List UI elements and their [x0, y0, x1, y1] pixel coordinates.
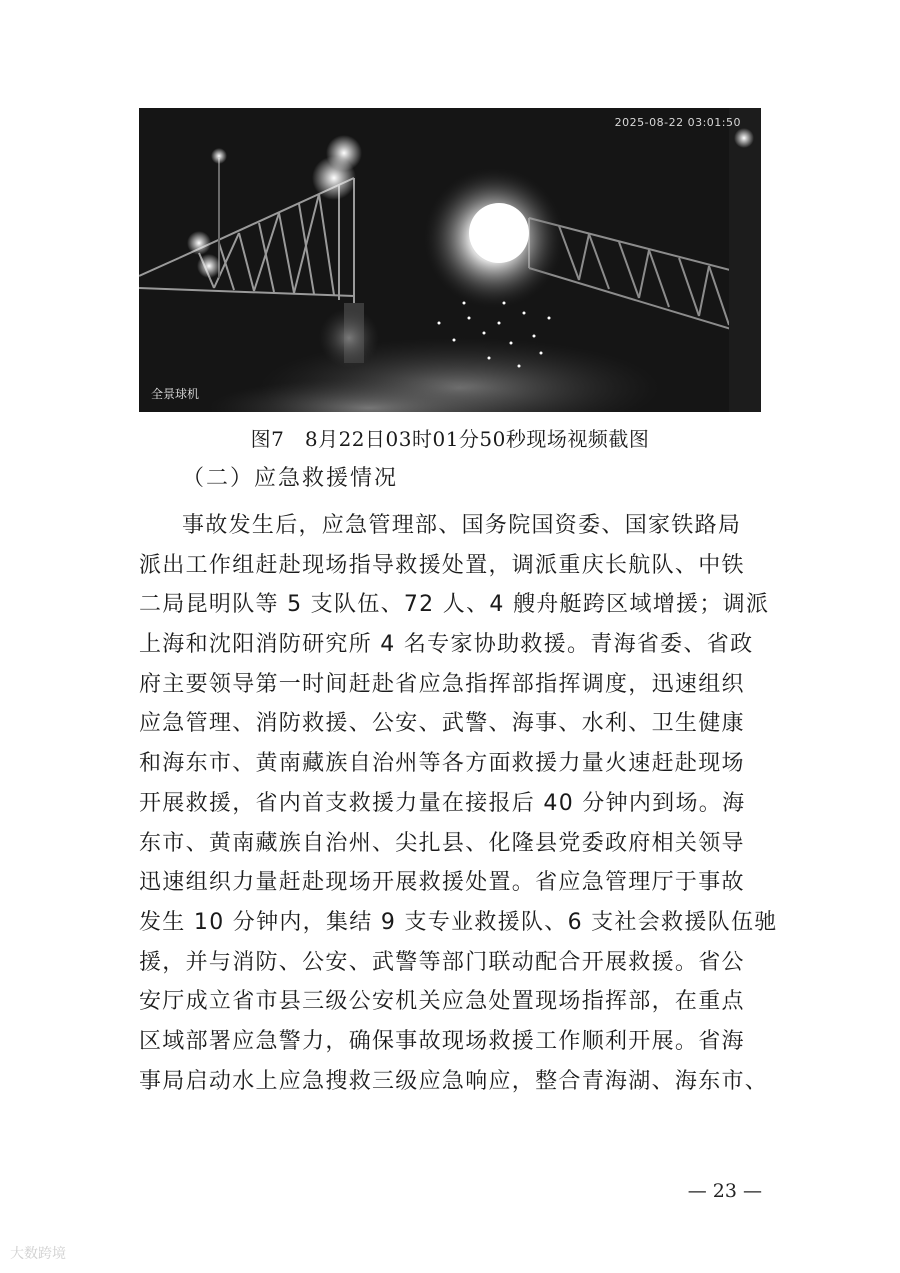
paragraph-line: 区域部署应急警力，确保事故现场救援工作顺利开展。省海 — [139, 1028, 745, 1054]
bridge-collapse-scene — [139, 108, 761, 412]
paragraph-line: 发生 10 分钟内，集结 9 支专业救援队、6 支社会救援队伍驰 — [139, 909, 778, 935]
camera-label: 全景球机 — [151, 387, 200, 401]
paragraph-line: 和海东市、黄南藏族自治州等各方面救援力量火速赶赴现场 — [139, 751, 745, 777]
watermark: 大数跨境 — [10, 1246, 66, 1262]
paragraph-line: 派出工作组赶赴现场指导救援处置，调派重庆长航队、中铁 — [139, 552, 745, 578]
paragraph-line: 应急管理、消防救援、公安、武警、海事、水利、卫生健康 — [139, 711, 745, 737]
page-number: — 23 — — [687, 1180, 762, 1202]
paragraph-line: 事故发生后，应急管理部、国务院国资委、国家铁路局 — [182, 513, 742, 538]
section-heading: （二）应急救援情况 — [182, 466, 399, 491]
paragraph-line: 事局启动水上应急搜救三级应急响应，整合青海湖、海东市、 — [139, 1068, 769, 1094]
video-timestamp: 2025-08-22 03:01:50 — [614, 116, 741, 129]
paragraph-line: 安厅成立省市县三级公安机关应急处置现场指挥部，在重点 — [139, 989, 745, 1015]
paragraph — [139, 506, 779, 1101]
paragraph-line: 府主要领导第一时间赶赴省应急指挥部指挥调度，迅速组织 — [139, 671, 745, 697]
paragraph-line: 开展救援，省内首支救援力量在接报后 40 分钟内到场。海 — [139, 790, 746, 816]
figure-caption: 图7 8月22日03时01分50秒现场视频截图 — [250, 427, 650, 451]
paragraph-line: 迅速组织力量赶赴现场开展救援处置。省应急管理厅于事故 — [139, 870, 745, 896]
paragraph-line: 二局昆明队等 5 支队伍、72 人、4 艘舟艇跨区域增援；调派 — [139, 592, 770, 618]
paragraph-line: 上海和沈阳消防研究所 4 名专家协助救援。青海省委、省政 — [139, 632, 754, 658]
video-screenshot — [139, 108, 761, 412]
paragraph-line: 东市、黄南藏族自治州、尖扎县、化隆县党委政府相关领导 — [139, 830, 745, 856]
paragraph-line: 援，并与消防、公安、武警等部门联动配合开展救援。省公 — [139, 949, 745, 975]
